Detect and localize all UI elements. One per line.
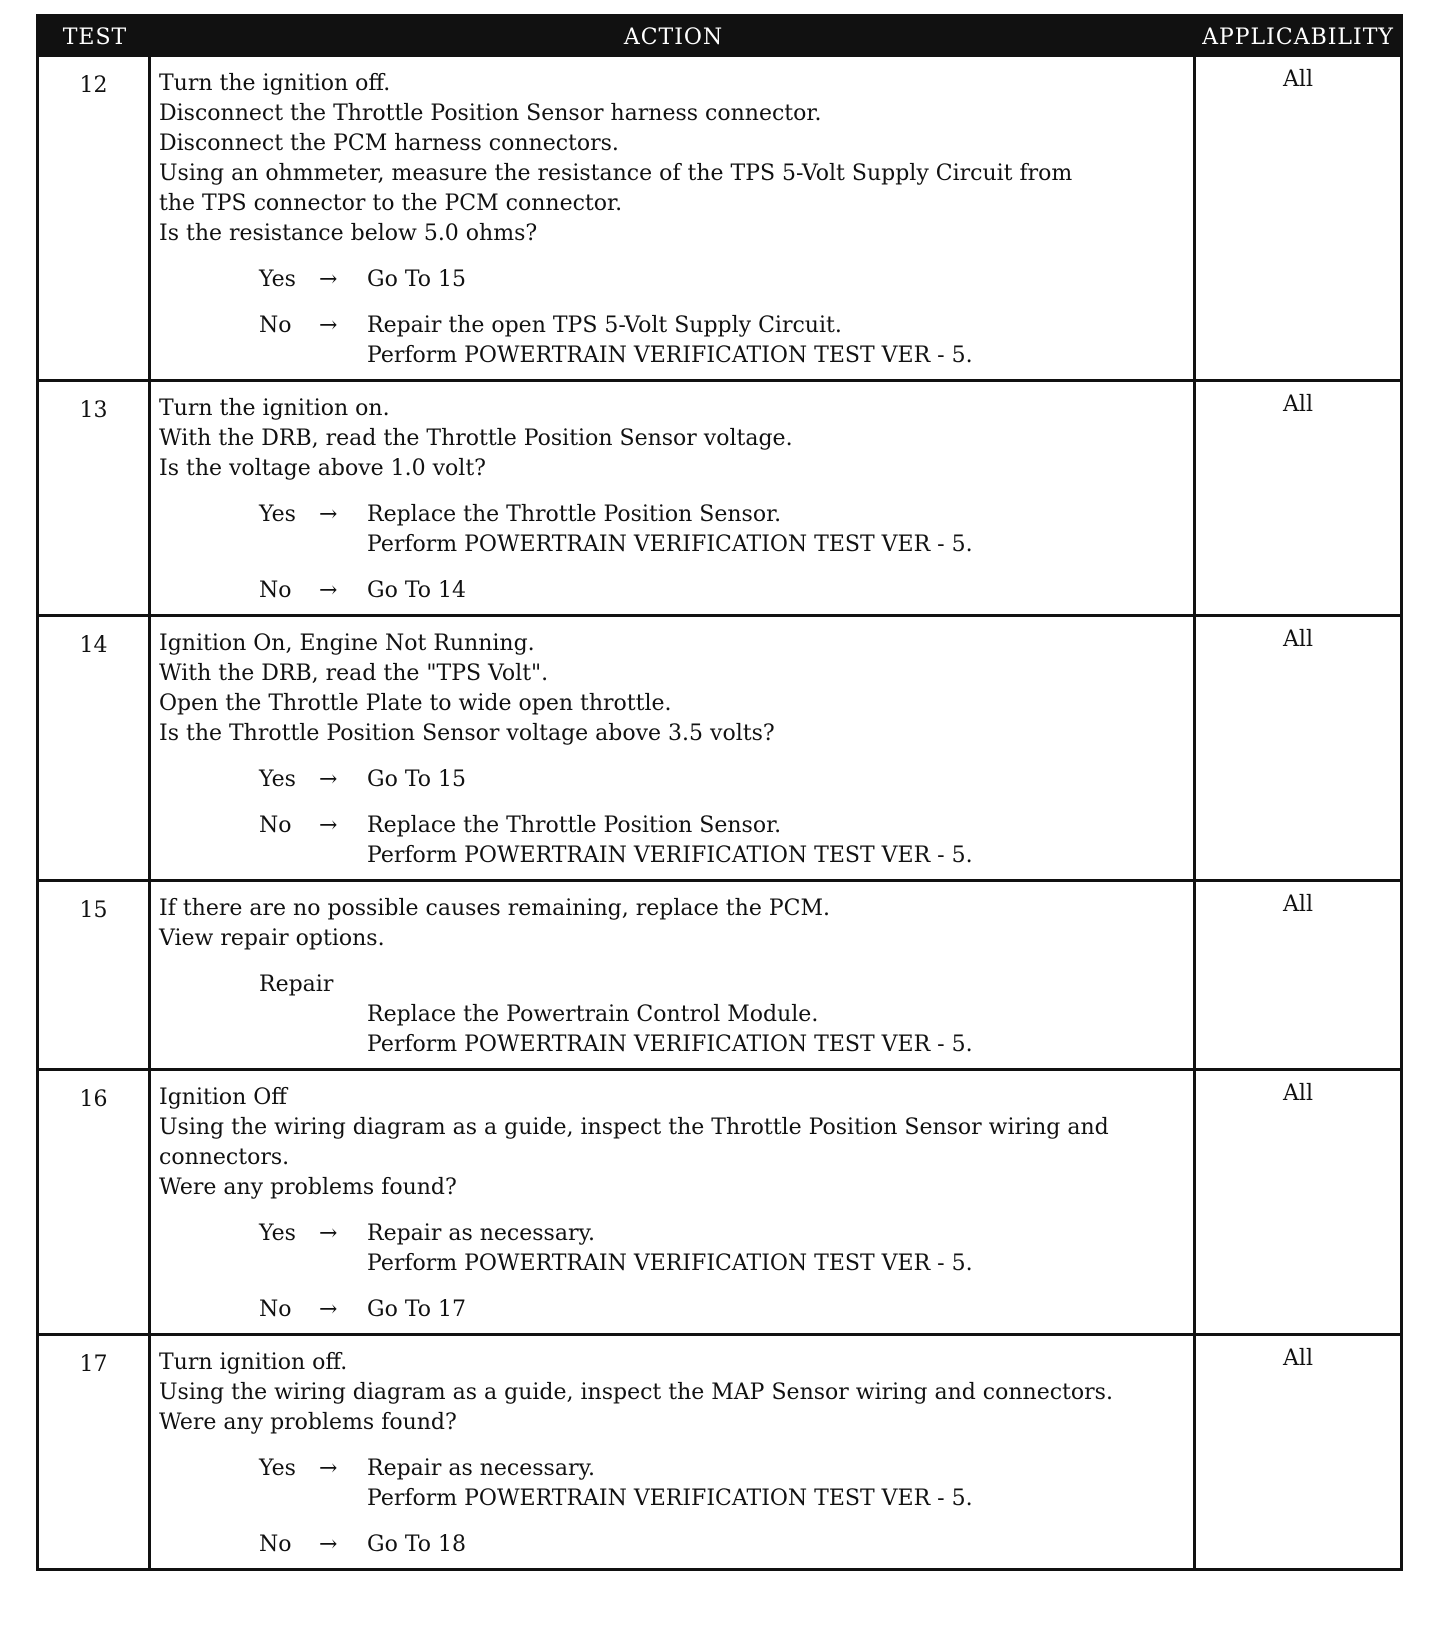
- step-text: Disconnect the Throttle Position Sensor harness connector.: [159, 101, 822, 126]
- yes-result: [367, 265, 466, 295]
- yes-label: Yes: [259, 502, 296, 527]
- table-row: [39, 57, 1400, 379]
- arrow-icon: →: [319, 1456, 338, 1481]
- arrow-icon: →: [319, 813, 338, 838]
- no-label: No: [259, 313, 292, 338]
- arrow-icon: →: [319, 313, 338, 338]
- repair-result: [367, 1000, 1189, 1060]
- result-text: Perform POWERTRAIN VERIFICATION TEST VER - 5.: [367, 1486, 973, 1511]
- step-text: View repair options.: [159, 926, 385, 951]
- result-text: Go To 14: [367, 578, 467, 603]
- step-text: With the DRB, read the Throttle Position Sensor voltage.: [159, 426, 793, 451]
- step-text: Using the wiring diagram as a guide, inspect the MAP Sensor wiring and connectors.: [159, 1380, 1113, 1405]
- result-text: Perform POWERTRAIN VERIFICATION TEST VER - 5.: [367, 343, 973, 368]
- yes-label: Yes: [259, 1221, 296, 1246]
- step-text: If there are no possible causes remaining, replace the PCM.: [159, 896, 830, 921]
- step-text: With the DRB, read the "TPS Volt".: [159, 661, 549, 686]
- no-result: [367, 811, 973, 871]
- diagnostic-test-table: [36, 14, 1403, 1571]
- result-text: Go To 15: [367, 767, 467, 792]
- step-text: Open the Throttle Plate to wide open throttle.: [159, 691, 672, 716]
- yes-label: Yes: [259, 267, 296, 292]
- step-text: the TPS connector to the PCM connector.: [159, 191, 623, 216]
- no-result: [367, 311, 973, 371]
- result-text: Perform POWERTRAIN VERIFICATION TEST VER - 5.: [367, 843, 973, 868]
- step-text: Were any problems found?: [159, 1410, 457, 1435]
- yes-branch: [259, 500, 1189, 560]
- yes-branch: [259, 765, 1189, 795]
- test-number: 17: [39, 1336, 151, 1568]
- yes-result: [367, 500, 973, 560]
- no-branch: [259, 311, 1189, 371]
- action-cell: [151, 1336, 1196, 1568]
- step-text: Ignition On, Engine Not Running.: [159, 631, 535, 656]
- test-number: 13: [39, 382, 151, 614]
- applicability-value: All: [1283, 1346, 1313, 1371]
- step-text: Ignition Off: [159, 1085, 287, 1110]
- step-text: connectors.: [159, 1145, 290, 1170]
- step-text: Is the Throttle Position Sensor voltage above 3.5 volts?: [159, 721, 775, 746]
- result-text: Repair the open TPS 5-Volt Supply Circuit.: [367, 313, 842, 338]
- step-text: Using an ohmmeter, measure the resistance of the TPS 5-Volt Supply Circuit from: [159, 161, 1073, 186]
- table-row: [39, 614, 1400, 879]
- result-text: Perform POWERTRAIN VERIFICATION TEST VER - 5.: [367, 532, 973, 557]
- result-text: Replace the Throttle Position Sensor.: [367, 502, 782, 527]
- test-number: 14: [39, 617, 151, 879]
- result-text: Repair as necessary.: [367, 1456, 595, 1481]
- yes-result: [367, 1219, 973, 1279]
- test-number: 15: [39, 882, 151, 1068]
- result-text: Go To 15: [367, 267, 467, 292]
- no-label: No: [259, 1297, 292, 1322]
- yes-branch: [259, 1454, 1189, 1514]
- arrow-icon: →: [319, 578, 338, 603]
- arrow-icon: →: [319, 502, 338, 527]
- no-branch: [259, 811, 1189, 871]
- step-text: Is the voltage above 1.0 volt?: [159, 456, 486, 481]
- action-cell: [151, 382, 1196, 614]
- applicability-value: All: [1283, 392, 1313, 417]
- action-cell: [151, 617, 1196, 879]
- arrow-icon: →: [319, 1297, 338, 1322]
- table-row: [39, 379, 1400, 614]
- yes-result: [367, 765, 466, 795]
- step-text: Turn the ignition on.: [159, 396, 390, 421]
- header-test: TEST: [62, 24, 128, 50]
- arrow-icon: →: [319, 1532, 338, 1557]
- no-label: No: [259, 1532, 292, 1557]
- table-row: [39, 879, 1400, 1068]
- result-text: Go To 17: [367, 1297, 467, 1322]
- header-action: ACTION: [623, 24, 724, 50]
- table-row: [39, 1068, 1400, 1333]
- step-text: Using the wiring diagram as a guide, inspect the Throttle Position Sensor wiring and: [159, 1115, 1109, 1140]
- result-text: Go To 18: [367, 1532, 467, 1557]
- action-cell: [151, 57, 1196, 379]
- yes-branch: [259, 1219, 1189, 1279]
- applicability-value: All: [1283, 892, 1313, 917]
- action-cell: [151, 882, 1196, 1068]
- result-text: Replace the Throttle Position Sensor.: [367, 813, 782, 838]
- result-text: Perform POWERTRAIN VERIFICATION TEST VER - 5.: [367, 1032, 973, 1057]
- no-result: [367, 576, 466, 606]
- repair-label: Repair: [259, 972, 334, 997]
- no-branch: [259, 576, 1189, 606]
- test-number: 16: [39, 1071, 151, 1333]
- arrow-icon: →: [319, 267, 338, 292]
- step-text: Turn ignition off.: [159, 1350, 348, 1375]
- no-branch: [259, 1530, 1189, 1560]
- yes-result: [367, 1454, 973, 1514]
- applicability-value: All: [1283, 67, 1313, 92]
- test-number: 12: [39, 57, 151, 379]
- table-header: [39, 17, 1400, 57]
- result-text: Repair as necessary.: [367, 1221, 595, 1246]
- no-result: [367, 1295, 466, 1325]
- result-text: Perform POWERTRAIN VERIFICATION TEST VER - 5.: [367, 1251, 973, 1276]
- yes-label: Yes: [259, 1456, 296, 1481]
- no-result: [367, 1530, 466, 1560]
- table-body: [39, 57, 1400, 1568]
- step-text: Were any problems found?: [159, 1175, 457, 1200]
- step-text: Disconnect the PCM harness connectors.: [159, 131, 619, 156]
- yes-branch: [259, 265, 1189, 295]
- no-branch: [259, 1295, 1189, 1325]
- step-text: Is the resistance below 5.0 ohms?: [159, 221, 538, 246]
- arrow-icon: →: [319, 1221, 338, 1246]
- no-label: No: [259, 578, 292, 603]
- table-row: [39, 1333, 1400, 1568]
- applicability-value: All: [1283, 627, 1313, 652]
- action-cell: [151, 1071, 1196, 1333]
- applicability-value: All: [1283, 1081, 1313, 1106]
- no-label: No: [259, 813, 292, 838]
- step-text: Turn the ignition off.: [159, 71, 391, 96]
- header-applicability: APPLICABILITY: [1202, 24, 1394, 50]
- arrow-icon: →: [319, 767, 338, 792]
- result-text: Replace the Powertrain Control Module.: [367, 1002, 819, 1027]
- yes-label: Yes: [259, 767, 296, 792]
